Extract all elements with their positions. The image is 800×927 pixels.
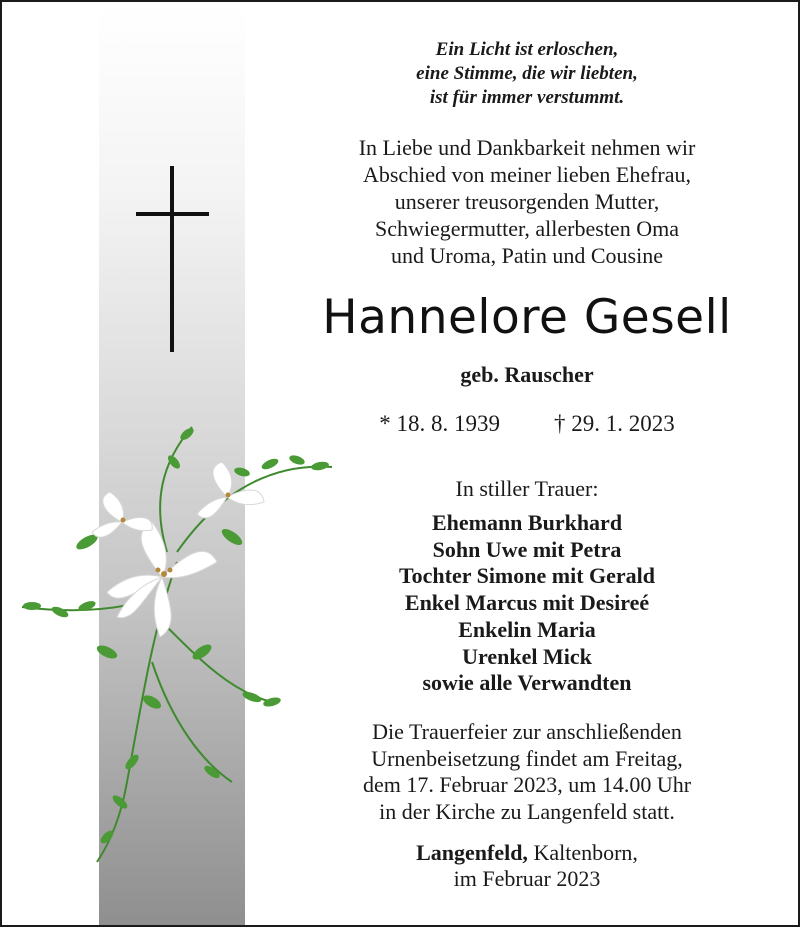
place-and-date xyxy=(282,840,772,892)
family-member: Tochter Simone mit Gerald xyxy=(398,563,656,589)
mourning-label: In stiller Trauer: xyxy=(455,476,599,501)
place-bold: Langenfeld, xyxy=(416,840,528,865)
family-member: Enkelin Maria xyxy=(458,616,596,642)
memorial-verse: Ein Licht ist erloschen, eine Stimme, die wir liebten, ist für immer verstummt. xyxy=(416,39,638,108)
funeral-details: Die Trauerfeier zur anschließenden Urnenbeisetzung findet am Freitag, dem 17. Februar 2023, um 14.00 Uhr in der Kirche zu Langenfeld statt. xyxy=(362,719,692,824)
life-dates xyxy=(282,410,772,438)
death-date: † 29. 1. 2023 xyxy=(554,411,675,436)
family-member: Enkel Marcus mit Desireé xyxy=(404,590,650,616)
family-member: Ehemann Burkhard xyxy=(431,510,623,535)
family-list xyxy=(282,510,772,697)
deceased-name: Hannelore Gesell xyxy=(322,290,732,345)
family-member: Sohn Uwe mit Petra xyxy=(432,536,622,562)
family-member: Urenkel Mick xyxy=(462,643,592,669)
place-rest: Kaltenborn, xyxy=(527,840,638,865)
family-member: sowie alle Verwandten xyxy=(422,670,632,696)
maiden-name: geb. Rauscher xyxy=(460,362,594,387)
date-line: im Februar 2023 xyxy=(453,866,601,891)
birth-date: * 18. 8. 1939 xyxy=(379,411,500,436)
farewell-intro: In Liebe und Dankbarkeit nehmen wir Abschied von meiner lieben Ehefrau, unserer treusorgenden Mutter, Schwiegermutter, allerbesten Oma und Uroma, Patin und Cousine xyxy=(358,135,696,268)
